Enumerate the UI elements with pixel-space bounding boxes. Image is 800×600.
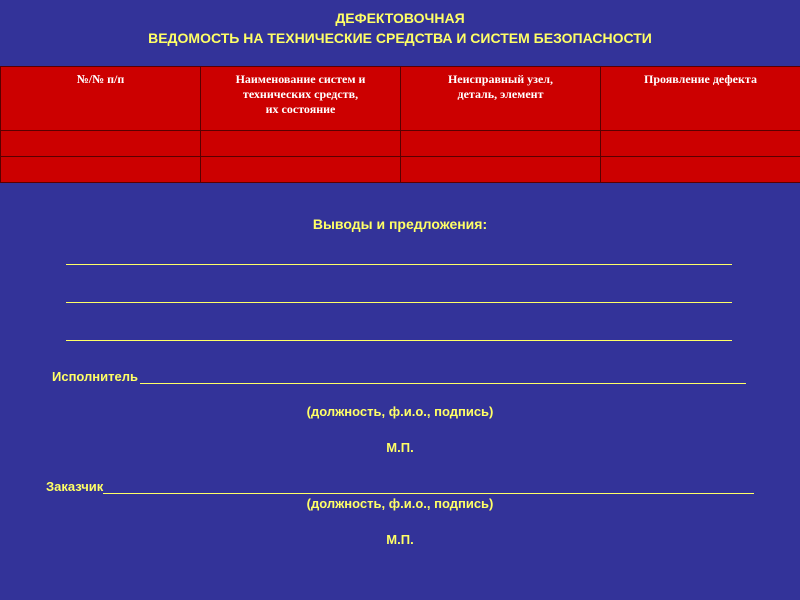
document-title bbox=[0, 8, 800, 48]
table-cell[interactable] bbox=[201, 157, 401, 183]
header-defect-manifestation: Проявление дефекта bbox=[601, 67, 800, 131]
customer-seal: М.П. bbox=[386, 532, 414, 547]
table-cell[interactable] bbox=[601, 157, 800, 183]
conclusions-line-3[interactable] bbox=[66, 340, 732, 341]
executor-caption: (должность, ф.и.о., подпись) bbox=[306, 404, 494, 419]
table-row bbox=[1, 157, 800, 183]
table-cell[interactable] bbox=[201, 131, 401, 157]
conclusions-heading: Выводы и предложения: bbox=[312, 216, 488, 232]
table-cell[interactable] bbox=[1, 157, 201, 183]
table-row bbox=[1, 131, 800, 157]
header-faulty-unit: Неисправный узел, деталь, элемент bbox=[401, 67, 601, 131]
customer-field bbox=[46, 478, 754, 494]
table-cell[interactable] bbox=[601, 131, 800, 157]
conclusions-line-1[interactable] bbox=[66, 264, 732, 265]
customer-caption: (должность, ф.и.о., подпись) bbox=[306, 496, 494, 511]
executor-label: Исполнитель bbox=[52, 369, 138, 384]
executor-field bbox=[52, 368, 746, 384]
conclusions-line-2[interactable] bbox=[66, 302, 732, 303]
executor-seal: М.П. bbox=[386, 440, 414, 455]
title-line-1: ДЕФЕКТОВОЧНАЯ bbox=[335, 10, 465, 26]
customer-label: Заказчик bbox=[46, 479, 104, 494]
header-number: №/№ п/п bbox=[1, 67, 201, 131]
executor-signature-line[interactable] bbox=[140, 371, 746, 384]
table-cell[interactable] bbox=[401, 157, 601, 183]
table-cell[interactable] bbox=[401, 131, 601, 157]
defects-table bbox=[0, 66, 800, 183]
header-system-name: Наименование систем и технических средств, их состояние bbox=[201, 67, 401, 131]
table-cell[interactable] bbox=[1, 131, 201, 157]
title-line-2: ВЕДОМОСТЬ НА ТЕХНИЧЕСКИЕ СРЕДСТВА И СИСТЕМ БЕЗОПАСНОСТИ bbox=[148, 30, 652, 46]
table-header-row bbox=[1, 67, 800, 131]
customer-signature-line[interactable] bbox=[103, 481, 754, 494]
